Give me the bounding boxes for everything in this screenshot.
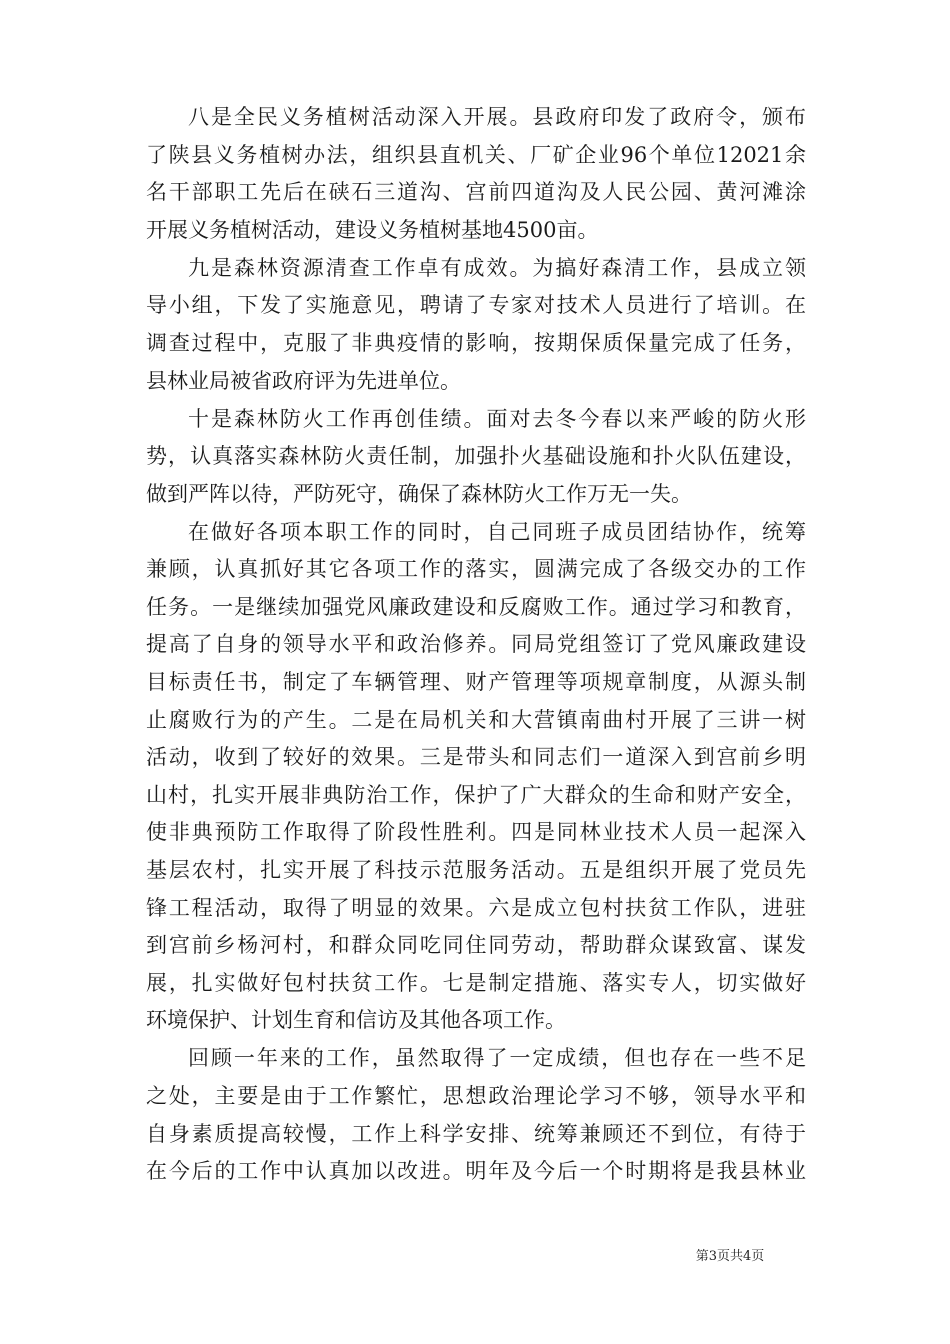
paragraph-line: 目标责任书，制定了车辆管理、财产管理等项规章制度，从源头制 [146, 670, 806, 695]
paragraph-line: 止腐败行为的产生。二是在局机关和大营镇南曲村开展了三讲一树 [146, 707, 806, 732]
page-footer [0, 1248, 950, 1266]
paragraph-line: 展，扎实做好包村扶贫工作。七是制定措施、落实专人，切实做好 [146, 970, 806, 995]
paragraph-line: 提高了自身的领导水平和政治修养。同局党组签订了党风廉政建设 [146, 632, 806, 657]
paragraph-line: 导小组，下发了实施意见，聘请了专家对技术人员进行了培训。在 [146, 293, 806, 318]
paragraph-line: 回顾一年来的工作，虽然取得了一定成绩，但也存在一些不足 [188, 1046, 806, 1071]
paragraph-line: 锋工程活动，取得了明显的效果。六是成立包村扶贫工作队，进驻 [146, 895, 806, 920]
paragraph-line: 八是全民义务植树活动深入开展。县政府印发了政府令，颁布 [188, 105, 806, 129]
paragraph-line: 势，认真落实森林防火责任制，加强扑火基础设施和扑火队伍建设， [146, 444, 806, 469]
paragraph-line: 任务。一是继续加强党风廉政建设和反腐败工作。通过学习和教育， [146, 594, 806, 619]
paragraph-line: 十是森林防火工作再创佳绩。面对去冬今春以来严峻的防火形 [188, 406, 806, 431]
paragraph-line: 环境保护、计划生育和信访及其他各项工作。 [146, 1008, 566, 1033]
paragraph-line: 兼顾，认真抓好其它各项工作的落实，圆满完成了各级交办的工作 [146, 557, 806, 582]
paragraph-line: 县林业局被省政府评为先进单位。 [146, 368, 461, 393]
paragraph-line: 名干部职工先后在硖石三道沟、宫前四道沟及人民公园、黄河滩涂 [146, 180, 806, 205]
page-indicator: 第3页共4页 [695, 1249, 765, 1264]
paragraph-line: 了陕县义务植树办法，组织县直机关、厂矿企业96个单位12021余 [146, 142, 806, 167]
paragraph-line: 使非典预防工作取得了阶段性胜利。四是同林业技术人员一起深入 [146, 820, 806, 845]
paragraph-line: 自身素质提高较慢，工作上科学安排、统筹兼顾还不到位，有待于 [146, 1121, 806, 1146]
paragraph-line: 山村，扎实开展非典防治工作，保护了广大群众的生命和财产安全， [146, 782, 806, 807]
paragraph-line: 做到严阵以待，严防死守，确保了森林防火工作万无一失。 [146, 481, 692, 506]
paragraph-line: 开展义务植树活动，建设义务植树基地4500亩。 [146, 217, 599, 242]
paragraph-line: 之处，主要是由于工作繁忙，思想政治理论学习不够，领导水平和 [146, 1084, 806, 1108]
paragraph-line: 活动，收到了较好的效果。三是带头和同志们一道深入到宫前乡明 [146, 745, 806, 770]
paragraph-line: 在今后的工作中认真加以改进。明年及今后一个时期将是我县林业 [146, 1159, 806, 1184]
paragraph-line: 在做好各项本职工作的同时，自己同班子成员团结协作，统筹 [188, 519, 806, 544]
paragraph-line: 调查过程中，克服了非典疫情的影响，按期保质保量完成了任务， [146, 330, 806, 355]
paragraph-line: 基层农村，扎实开展了科技示范服务活动。五是组织开展了党员先 [146, 858, 806, 883]
paragraph-line: 九是森林资源清查工作卓有成效。为搞好森清工作，县成立领 [188, 255, 806, 280]
paragraph-line: 到宫前乡杨河村，和群众同吃同住同劳动，帮助群众谋致富、谋发 [146, 933, 806, 958]
document-body [146, 99, 806, 1191]
